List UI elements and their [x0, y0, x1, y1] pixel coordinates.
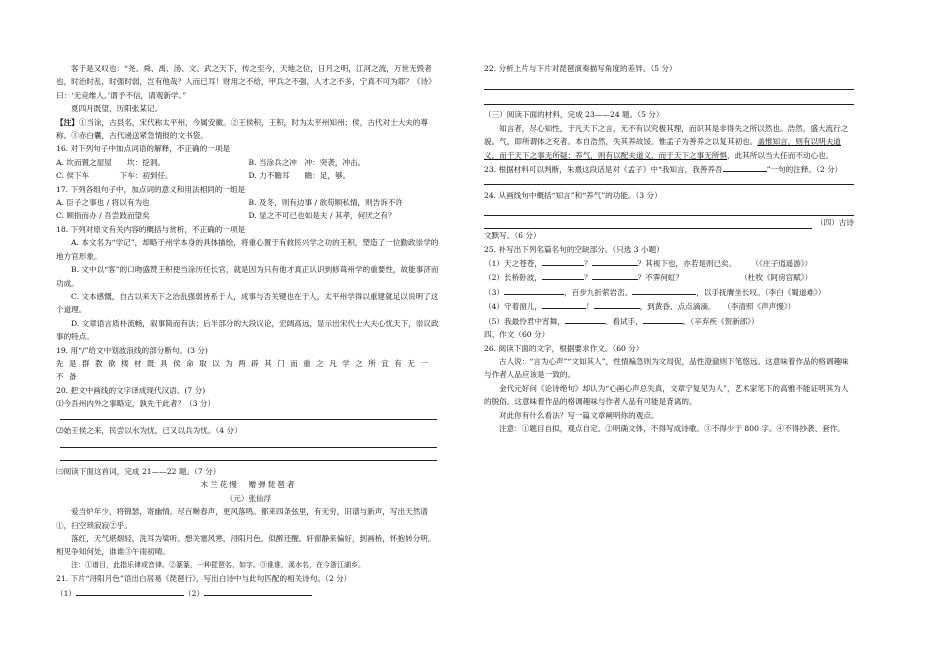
answer-line[interactable] [60, 437, 437, 448]
poem-stanza-2: 落红，天气堪烟轻，洗耳为梁听。想关塞风寒，浔阳月色，似醉还醒。轩窗静来偏好，到画桥，怀抱转分明。相见争知何处，谁谁③午雨初晴。 [56, 534, 436, 557]
q19-punctuation-text: 先 是 群 教 欲 楼 材 既 具 侯 命 取 以 为 两 辟 其 门 而 重 之 凡 学 之 所 宜 有 无 一 不 备 [56, 358, 430, 382]
q25-5-mid: 。看试手， [604, 316, 643, 326]
q25-2-blank-a[interactable] [542, 270, 584, 280]
q16-options-row1 [56, 156, 441, 169]
q23-text: 23. 根据材料可以判断，朱熹这段话是对《孟子》中“我知言，我善养吾 [484, 165, 723, 175]
section-poem-heading: ㈢阅读下面这首词，完成 21——22 题。（7 分） [56, 466, 221, 476]
q25-item-5 [484, 314, 854, 328]
q25-2-text: （2）长桥卧波， [484, 273, 542, 283]
question-23 [484, 162, 854, 176]
q20-sentence-1: ⑴今吾州内外之事略定，孰先于此者？（3 分） [56, 399, 216, 409]
q25-4-mark: ！ [586, 302, 594, 312]
q25-1-blank-b[interactable] [592, 256, 638, 266]
question-20: 20. 把文中画线的文字译成现代汉语。(7 分) [56, 385, 206, 395]
answer-line[interactable] [484, 176, 854, 185]
question-16: 16. 对下列句子中加点词语的解释，不正确的一项是 [56, 144, 230, 154]
question-25: 25. 补写出下列名篇名句的空缺部分。（只选 3 小题） [484, 244, 664, 254]
q16-options-row2 [56, 169, 441, 182]
q25-3-source: ，以手抚膺坐长叹。（李白《蜀道难》） [696, 287, 826, 297]
q25-3-blank-b[interactable] [632, 285, 696, 295]
poem-stanza-1: 爱当炉年少，将锦瑟，寄幽情。尽百啭春声，更风落鸣。都来四条弦里，有无穷，旧谱与新声，写出天然谱①，扫空琐寂寂②乎。 [56, 507, 428, 530]
q25-5-source: 。（辛弃疾《贺新郎》） [682, 316, 759, 326]
answer-line[interactable] [60, 411, 437, 420]
q25-1-source: ？其视下也，亦若是则已矣。 （《庄子逍遥游》） [637, 259, 813, 269]
essay-material-1: 古人说：“言为心声”“文如其人”，性情褊急则为文局促，品性澄澈则下笔悠远。这意味着作品的格调趣味与作者人品应该是一致的。 [484, 356, 849, 380]
question-17: 17. 下列各组句子中，加点词的意义和用法相同的一组是 [56, 184, 246, 194]
q21-blank-2-label: （2） [184, 588, 205, 598]
material-part-1: 知言者，尽心知性，于凡天下之言，无不有以究极其理，而识其是非得失之所以然也。浩然，盛大流行之貌。气，即所谓体之充者。本自浩然，失其养故馁。惟孟子为善养之以复其初也。 [484, 123, 849, 147]
q25-4-source: ，到黄昏、点点滴滴。 （李清照《声声慢》） [639, 302, 796, 312]
passage-note [56, 116, 441, 143]
question-26: 26. 阅读下面的文字，根据要求作文。（60 分） [484, 343, 644, 353]
answer-line[interactable] [484, 90, 854, 105]
q18-option-b: B. 文中以“客”的口吻盛赞王积使当涂历任长官，就是因为只有他才真正认识到修葺州学的重要性，故能事济而功成。 [56, 265, 439, 288]
passage-paragraph: 客于是又叹也：“尧、舜、禹、汤、文、武之天下，传之至今，天地之位，日月之明，江河之流，万世无毁者也，时治时乱，时强时弱，岂有他哉？人而已耳！财用之不给，甲兵之不强，人才之不多，宁真不可为耶？《诗》曰：‘无竞维人。’谓予不信，请观新学。” [56, 64, 436, 100]
question-19: 19. 用“/”给文中划波浪线的部分断句。(3 分) [56, 345, 208, 355]
question-21: 21. 下片“浔阳月色”语出白居易《琵琶行》，写出白诗中与此句匹配的相关诗句。（2 分） [56, 574, 352, 584]
q21-blank-1[interactable] [76, 586, 184, 596]
note-text: ①当涂，古县名，宋代称太平州，今属安徽。②王侯积，王积，时为太平州知州；侯，古代对士大夫的尊称。③赤白囊，古代递送紧急情报的文书袋。 [56, 117, 429, 141]
q17-option-a: A. 臣子之事也 / 将以有为也 [56, 198, 150, 208]
essay-material-2: 金代元好问《论诗绝句》却认为“心画心声总失真，文章宁复见为人”，艺术家笔下的高雅不能证明其为人的脱俗。这意味着作品的格调趣味与作者人品有可能是背离的。 [484, 383, 849, 407]
q23-text-end: ”一句的注释。（2 分） [766, 165, 843, 175]
section-5-heading: 四、作文（60 分） [484, 330, 550, 340]
q17-option-b: B. 及冬，则有边事 / 欲苟顺私情，则告诉不许 [248, 198, 403, 208]
essay-requirements: 注意：①题目自拟，观点自定。②明确文体，不得写成诗歌。③不得少于 800 字。④不得抄袭、套作。 [499, 423, 845, 433]
q25-4-blank-b[interactable] [594, 299, 640, 309]
q25-3-blank-a[interactable] [504, 285, 564, 295]
q25-item-3 [484, 285, 854, 299]
poem-title: 木兰花慢 赠弹琵琶者 [200, 480, 297, 490]
answer-line[interactable] [484, 217, 812, 229]
note-label: 【注】 [56, 117, 79, 127]
right-column [484, 62, 854, 435]
q17-option-d: D. 显之不可已也如是夫 / 其孝，何厌之有？ [248, 211, 396, 221]
material-underlined: 盖惟知言，则有以明夫道义，而于天下之事无所疑；养气，则有以配夫道义，而于天下之事无所惧 [484, 137, 841, 160]
question-24: 24. 从画线句中概括“知言”和“养气”的功能。（3 分） [484, 191, 662, 201]
q21-blank-1-label: （1） [56, 588, 77, 598]
q21-answer-row [56, 586, 441, 600]
q21-blank-2[interactable] [204, 586, 312, 596]
q25-5-blank-a[interactable] [565, 314, 605, 324]
section-3-heading: （三）阅读下面的材料，完成 23——24 题。（5 分） [484, 110, 664, 120]
question-18: 18. 下列对原文有关内容的概括与赏析，不正确的一项是 [56, 224, 246, 234]
q17-options-row1 [56, 196, 441, 209]
q25-1-text: （1）天之苍苍， [484, 259, 542, 269]
q25-4-blank-a[interactable] [542, 299, 586, 309]
essay-prompt: 对此你有什么看法？写一篇文章阐明你的观点。 [499, 410, 659, 420]
q17-options-row2 [56, 209, 441, 222]
q17-option-c: C. 顾指而办 / 吾尝跂而望矣 [56, 211, 150, 221]
question-22: 22. 分析上片与下片对琵琶演奏描写角度的差异。（5 分） [484, 64, 677, 73]
poem-note: 注：①谱目，此指乐律或音律。②篆篆，一种琵琶名，如字。③谁谁，溪水名，在今浙江湖乡。 [71, 560, 365, 569]
left-column [56, 62, 441, 600]
answer-line[interactable] [484, 203, 854, 216]
section-4-heading: （四）古诗 [816, 217, 854, 227]
q25-5-blank-b[interactable] [643, 314, 683, 324]
q25-3-mid: ，百步九折萦岩峦。 [564, 287, 633, 297]
q25-item-4 [484, 299, 854, 313]
q25-3-text: （3） [484, 287, 505, 297]
section-4-heading-cont: 文默写。（6 分） [484, 231, 541, 241]
q25-item-2 [484, 270, 854, 284]
q18-option-a: A. 本文名为“学记”，却略于州学本身的具体描绘，将重心置于有救民兴学之功的王积，塑造了一位勤政崇学的地方官形象。 [56, 238, 439, 261]
q16-option-d: D. 力不瞻耳 瞻：足，够。 [248, 171, 351, 181]
q16-option-c: C. 侯下车 下车：初到任。 [56, 171, 173, 181]
passage-signature: 夏四月既望，历阳张某记。 [71, 104, 163, 114]
material-text [484, 122, 854, 162]
q25-1-blank-a[interactable] [542, 256, 584, 266]
q16-option-b: B. 当涂兵之冲 冲：突袭，冲击。 [248, 157, 366, 167]
q25-2-mark: ？ [584, 273, 592, 283]
q16-option-a: A. 坎而置之屋屋 坎：挖洞。 [56, 157, 166, 167]
material-part-2: ，此其所以当大任而不动心也。 [727, 150, 834, 160]
q25-4-text: （4）守着窗儿， [484, 302, 542, 312]
q23-blank[interactable] [723, 162, 767, 172]
q25-1-mark: ？ [584, 259, 592, 269]
q25-2-blank-b[interactable] [592, 270, 638, 280]
q25-item-1 [484, 256, 854, 270]
q18-option-d: D. 文章语言质朴流畅，叙事简而有法；后半部分的大段议论，宏阔高远，显示出宋代士大夫心忧天下，崇议政事的特点。 [56, 318, 439, 342]
q25-5-text: （5）我最怜君中宵舞， [484, 316, 565, 326]
answer-line[interactable] [484, 75, 854, 90]
section-4-heading-row [484, 216, 854, 229]
poem-author: （元）张仙浮 [225, 493, 272, 503]
q25-2-source: ？不霁何虹？ （杜牧《阿房宫赋》） [637, 273, 813, 283]
q18-option-c: C. 文本感慨，自古以来天下之治乱强弱皆系于人，成事与否关键也在于人，太平州学得以重建就足以说明了这个道理。 [56, 291, 439, 315]
answer-line[interactable] [60, 448, 437, 461]
q20-sentence-2: ⑵始王侯之来，民尝以水为忧，已又以兵为忧。（4 分） [56, 425, 242, 435]
